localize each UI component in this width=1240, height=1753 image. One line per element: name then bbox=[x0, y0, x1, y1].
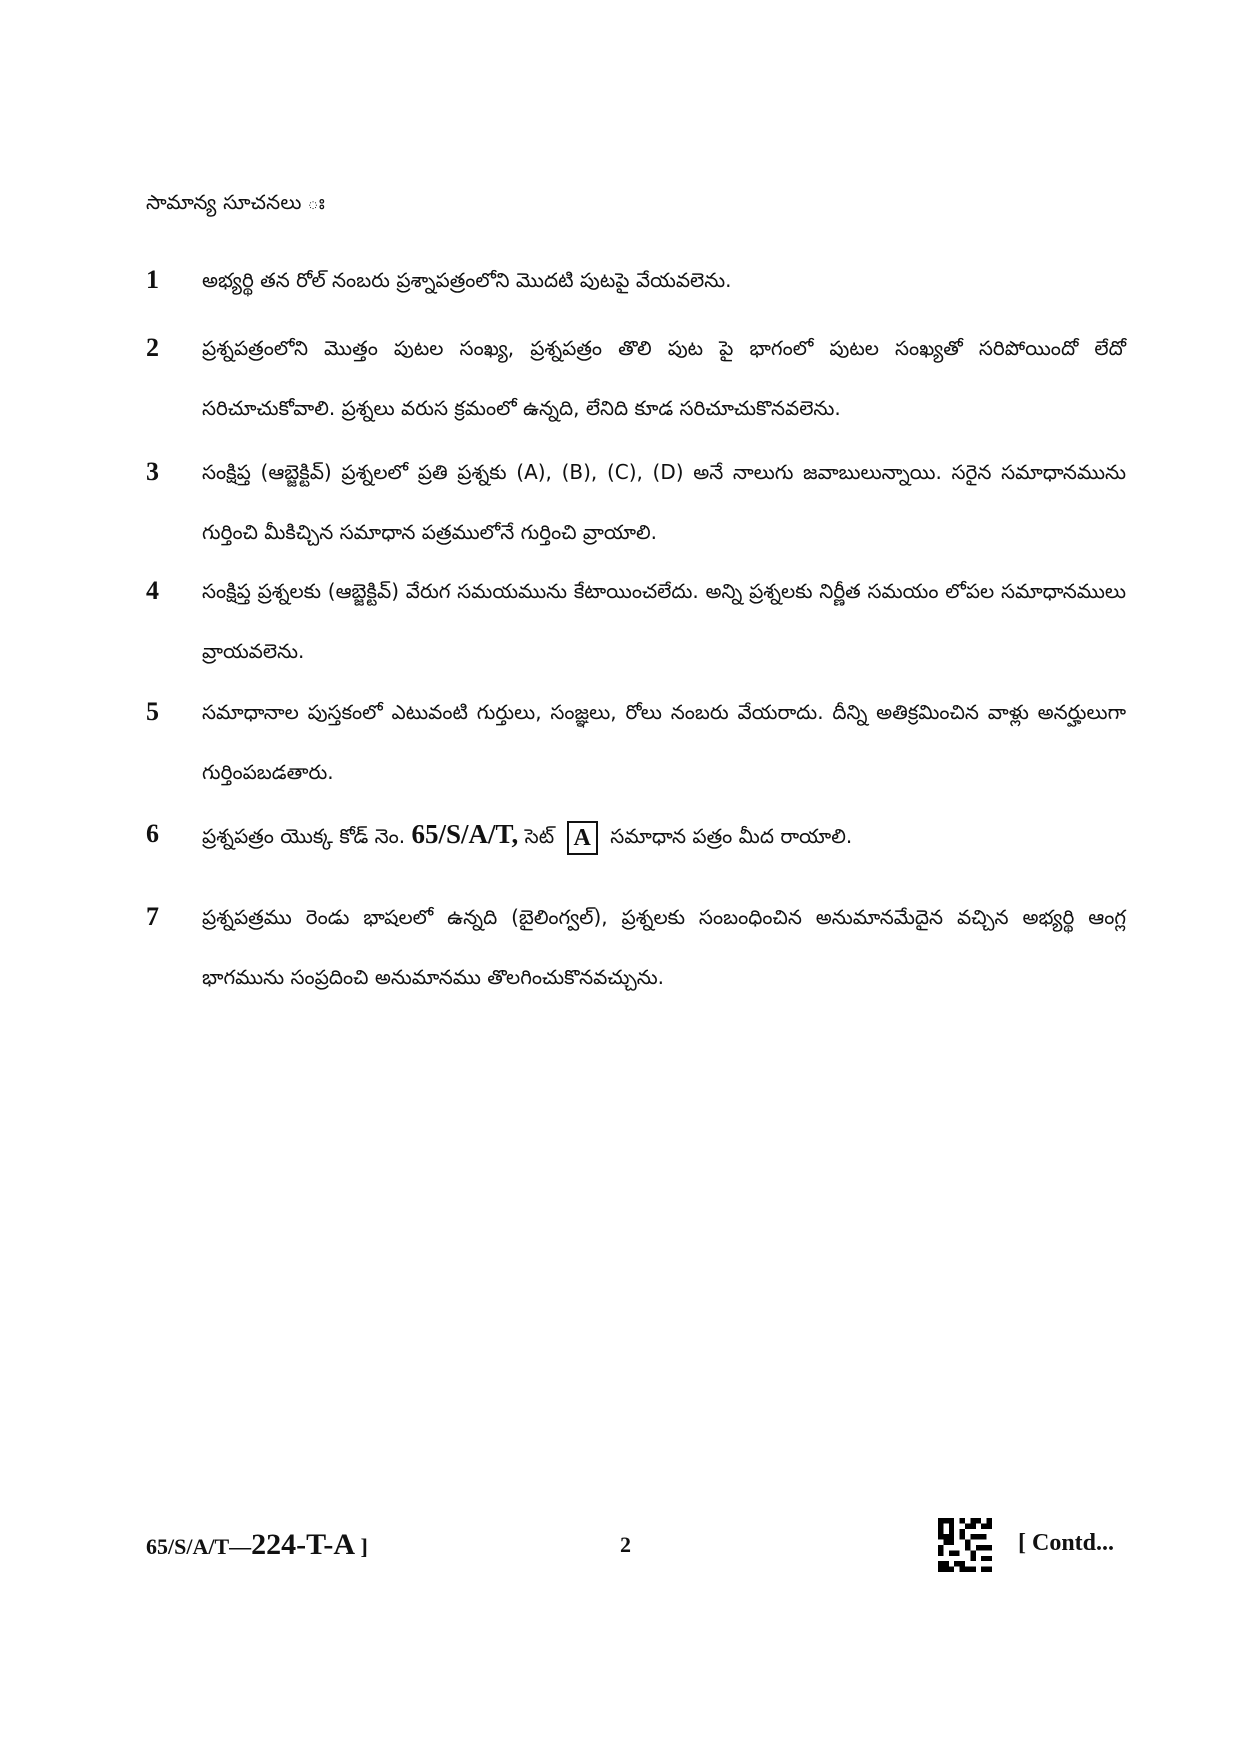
qr-code-icon bbox=[938, 1518, 992, 1572]
instruction-text: సంక్షిప్త (ఆబ్జెక్టివ్) ప్రశ్నలలో ప్రతి ప్రశ్నకు (A), (B), (C), (D) అనే నాలుగు జవాబులున్నాయి. సరైన సమాధానమును గుర్తించి మీకిచ్చిన సమాధాన పత్రములోనే గుర్తించి వ్రాయాలి. bbox=[202, 460, 1126, 544]
instruction-text: ప్రశ్నపత్రంలోని మొత్తం పుటల సంఖ్య, ప్రశ్నపత్రం తొలి పుట పై భాగంలో పుటల సంఖ్యతో సరిపోయిందో లేదో సరిచూచుకోవాలి. ప్రశ్నలు వరుస క్రమంలో ఉన్నది, లేనిది కూడ సరిచూచుకొనవలెను. bbox=[202, 336, 1126, 420]
set-label: సెట్ bbox=[524, 824, 555, 848]
instruction-number: 6 bbox=[146, 819, 159, 848]
instruction-number: 7 bbox=[146, 902, 159, 931]
instruction-text: అభ్యర్థి తన రోల్ నంబరు ప్రశ్నాపత్రంలోని మొదటి పుటపై వేయవలెను. bbox=[202, 268, 732, 292]
instruction-text: ప్రశ్నపత్రము రెండు భాషలలో ఉన్నది (బైలింగ్వల్), ప్రశ్నలకు సంబంధించిన అనుమానమేదైన వచ్చిన అభ్యర్థి ఆంగ్ల భాగమును సంప్రదించి అనుమానము తొలగించుకొనవచ్చును. bbox=[202, 905, 1126, 989]
page-number: 2 bbox=[620, 1532, 631, 1557]
instruction-number: 1 bbox=[146, 265, 159, 294]
instruction-text: సంక్షిప్త ప్రశ్నలకు (ఆబ్జెక్టివ్) వేరుగ సమయమును కేటాయించలేదు. అన్ని ప్రశ్నలకు నిర్ణీత సమయం లోపల సమాధానములు వ్రాయవలెను. bbox=[202, 579, 1126, 663]
instruction-number: 2 bbox=[146, 333, 159, 362]
instruction-text: సమాధానాల పుస్తకంలో ఎటువంటి గుర్తులు, సంజ్ఞలు, రోలు నంబరు వేయరాదు. దీన్ని అతిక్రమించిన వాళ్లు అనర్హులుగా గుర్తింపబడతారు. bbox=[202, 700, 1126, 784]
instruction-text-before: ప్రశ్నపత్రం యొక్క కోడ్ నెం. bbox=[202, 824, 406, 848]
instruction-text-after: సమాధాన పత్రం మీద రాయాలి. bbox=[610, 824, 853, 848]
set-box: A bbox=[567, 821, 598, 855]
question-paper-code: 65/S/A/T, bbox=[411, 819, 519, 849]
instruction-text bbox=[202, 812, 1126, 858]
footer-code-suffix: ] bbox=[355, 1534, 368, 1559]
instruction-number: 5 bbox=[146, 697, 159, 726]
instructions-heading: సామాన్య సూచనలు ః bbox=[146, 190, 325, 214]
footer-code-main: 224-T-A bbox=[251, 1528, 356, 1561]
footer-code-prefix: 65/S/A/T— bbox=[146, 1534, 252, 1559]
instruction-number: 3 bbox=[146, 457, 159, 486]
footer-paper-code bbox=[146, 1528, 368, 1562]
instruction-number: 4 bbox=[146, 576, 159, 605]
continued-label: [ Contd... bbox=[1018, 1530, 1115, 1556]
